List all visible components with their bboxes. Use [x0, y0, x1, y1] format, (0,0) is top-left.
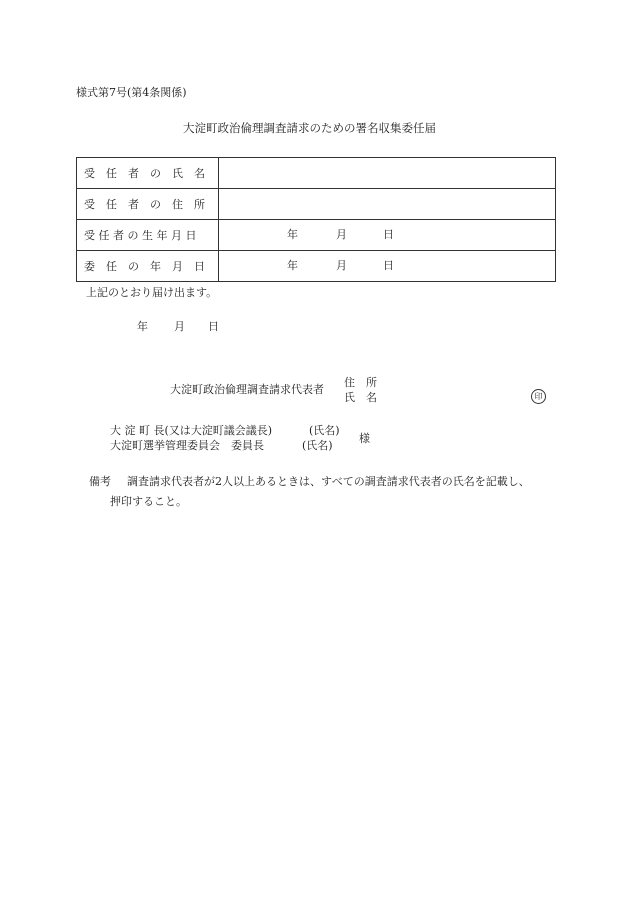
date-month: 月: [336, 228, 347, 241]
date-day: 日: [383, 259, 394, 272]
row-label-delegation-date: 委 任 の 年 月 日: [84, 260, 205, 273]
date-year: 年: [287, 259, 298, 272]
remarks-line1: 調査請求代表者が2人以上あるときは、すべての調査請求代表者の氏名を記載し、: [127, 475, 530, 488]
representative-label: 大淀町政治倫理調査請求代表者: [170, 383, 324, 396]
document-title: 大淀町政治倫理調査請求のための署名収集委任届: [183, 121, 436, 135]
addressee-line1-name: (氏名): [309, 424, 340, 437]
representative-address-label: 住 所: [344, 376, 377, 389]
table-row: [77, 251, 556, 282]
name-field[interactable]: [219, 158, 556, 189]
form-table: [76, 157, 556, 282]
date-month: 月: [336, 259, 347, 272]
delegation-date-field[interactable]: [219, 251, 556, 282]
representative-name-label: 氏 名: [344, 391, 377, 404]
birthdate-field[interactable]: [219, 220, 556, 251]
table-cell-label: [77, 251, 219, 282]
address-field[interactable]: [219, 189, 556, 220]
table-cell-label: [77, 158, 219, 189]
table-cell-label: [77, 189, 219, 220]
row-label-name: 受 任 者 の 氏 名: [84, 167, 205, 180]
honorific: 様: [359, 432, 370, 445]
form-number: 様式第7号(第4条関係): [76, 86, 187, 99]
submission-date-day: 日: [208, 320, 219, 333]
remarks-line2: 押印すること。: [110, 495, 187, 508]
date-day: 日: [383, 228, 394, 241]
submission-date-month: 月: [174, 320, 185, 333]
table-row: [77, 158, 556, 189]
table-cell-label: [77, 220, 219, 251]
table-row: [77, 220, 556, 251]
addressee-line2-name: (氏名): [302, 439, 333, 452]
addressee-line1: 大 淀 町 長(又は大淀町議会議長): [110, 424, 273, 437]
statement: 上記のとおり届け出ます。: [86, 286, 218, 299]
addressee-line2: 大淀町選挙管理委員会 委員長: [110, 439, 264, 452]
row-label-birthdate: 受 任 者 の 生 年 月 日: [84, 229, 197, 242]
submission-date-year: 年: [137, 320, 148, 333]
remarks-label: 備考: [89, 475, 111, 488]
row-label-address: 受 任 者 の 住 所: [84, 198, 205, 211]
seal-icon: 印: [531, 389, 546, 404]
date-year: 年: [287, 228, 298, 241]
table-row: [77, 189, 556, 220]
